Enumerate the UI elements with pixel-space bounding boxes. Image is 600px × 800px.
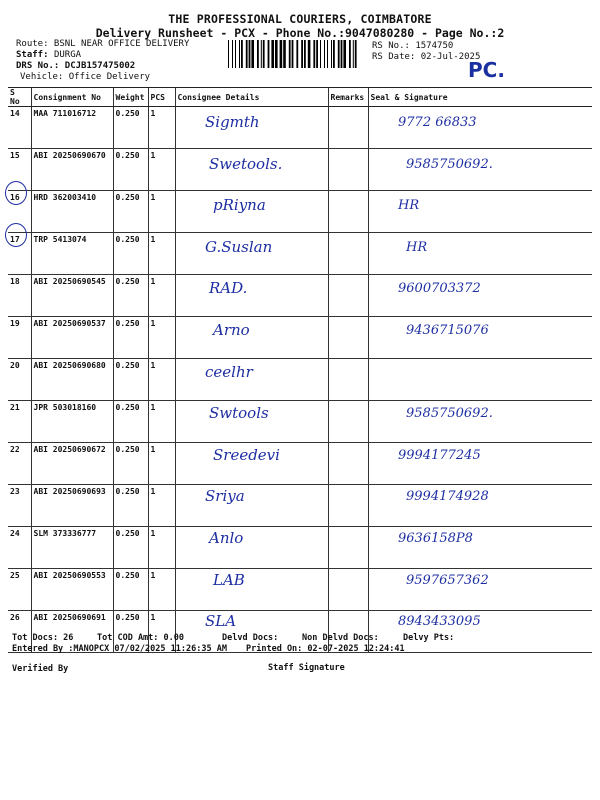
barcode-bar	[239, 40, 240, 68]
cell-pcs: 1	[148, 359, 175, 401]
consignee-handwriting: Sreedevi	[213, 445, 280, 464]
barcode-bar	[331, 40, 332, 68]
cell-remarks	[328, 485, 368, 527]
signature-handwriting: 9585750692.	[406, 156, 493, 172]
cell-weight: 0.250	[113, 191, 148, 233]
cell-weight: 0.250	[113, 401, 148, 443]
cell-remarks	[328, 527, 368, 569]
table-row	[8, 401, 592, 443]
consignee-handwriting: Anlo	[209, 529, 244, 547]
barcode-bar	[263, 40, 265, 68]
cell-sno: 20	[8, 359, 31, 401]
cell-weight: 0.250	[113, 233, 148, 275]
cell-pcs: 1	[148, 275, 175, 317]
cell-remarks	[328, 401, 368, 443]
cell-sno: 25	[8, 569, 31, 611]
delvy-pts: Delvy Pts:	[403, 633, 455, 643]
cell-consignment: ABI 20250690553	[31, 569, 113, 611]
cell-pcs: 1	[148, 317, 175, 359]
barcode-bar	[249, 40, 251, 68]
table-row	[8, 275, 592, 317]
cell-consignee	[175, 275, 328, 317]
runsheet-subtitle: Delivery Runsheet - PCX - Phone No.:9047080280 - Page No.:2	[95, 26, 505, 40]
cell-consignee	[175, 527, 328, 569]
barcode-bar	[341, 40, 343, 68]
table-row	[8, 443, 592, 485]
consignee-handwriting: Swtools	[209, 404, 269, 423]
cell-consignment: JPR 503018160	[31, 401, 113, 443]
cell-sno: 21	[8, 401, 31, 443]
col-pcs: PCS	[148, 88, 175, 107]
cell-consignment: ABI 20250690680	[31, 359, 113, 401]
table-row	[8, 359, 592, 401]
cell-sno: 19	[8, 317, 31, 359]
drs-value: DCJB157475002	[64, 61, 136, 71]
consignee-handwriting: SLA	[205, 612, 237, 631]
cell-sno: 14	[8, 107, 31, 149]
entered-by: Entered By :MANOPCX 07/02/2025 11:26:35 AM	[12, 644, 227, 654]
cell-consignment: ABI 20250690672	[31, 443, 113, 485]
verified-by: Verified By	[12, 664, 69, 674]
drs-line	[16, 61, 135, 71]
signature-handwriting: 8943433095	[398, 614, 481, 630]
circle-mark-17	[5, 223, 27, 247]
cell-consignee	[175, 317, 328, 359]
cell-sno: 22	[8, 443, 31, 485]
staff-label: Staff:	[16, 50, 49, 60]
barcode-bar	[308, 40, 311, 68]
signature-handwriting: 9772 66833	[398, 115, 477, 130]
company-title: THE PROFESSIONAL COURIERS, COIMBATORE	[168, 12, 432, 26]
cell-pcs: 1	[148, 443, 175, 485]
table-row	[8, 485, 592, 527]
cell-pcs: 1	[148, 233, 175, 275]
barcode-bar	[275, 40, 278, 68]
rs-number: RS No.: 1574750	[372, 41, 454, 51]
staff-signature: Staff Signature	[268, 663, 345, 673]
signature-handwriting: HR	[398, 198, 420, 214]
table-row	[8, 569, 592, 611]
cell-weight: 0.250	[113, 611, 148, 653]
barcode-bar	[241, 40, 243, 68]
staff-value: DURGA	[53, 50, 82, 60]
circle-mark-16	[5, 181, 27, 205]
barcode-bar	[280, 40, 283, 68]
cell-consignment: ABI 20250690537	[31, 317, 113, 359]
cell-consignment: ABI 20250690670	[31, 149, 113, 191]
cell-consignment: SLM 373336777	[31, 527, 113, 569]
cell-remarks	[328, 275, 368, 317]
signature-handwriting: 9585750692.	[406, 406, 493, 422]
consignee-handwriting: Sigmth	[205, 113, 260, 131]
cell-consignment: ABI 20250690691	[31, 611, 113, 653]
cell-remarks	[328, 191, 368, 233]
cell-weight: 0.250	[113, 107, 148, 149]
col-seal-signature: Seal & Signature	[368, 88, 592, 107]
cell-pcs: 1	[148, 107, 175, 149]
barcode-bar	[228, 40, 229, 68]
non-delvd-docs: Non Delvd Docs:	[302, 633, 379, 643]
cell-sno: 23	[8, 485, 31, 527]
cell-pcs: 1	[148, 401, 175, 443]
table-row	[8, 233, 592, 275]
cell-remarks	[328, 233, 368, 275]
barcode-bar	[289, 40, 291, 68]
staff-line	[16, 50, 81, 60]
drs-label: DRS No.:	[16, 61, 60, 71]
table-row	[8, 317, 592, 359]
cell-remarks	[328, 443, 368, 485]
cell-pcs: 1	[148, 569, 175, 611]
cell-weight: 0.250	[113, 149, 148, 191]
signature-handwriting: 9600703372	[398, 281, 481, 297]
cell-remarks	[328, 359, 368, 401]
col-remarks: Remarks	[328, 88, 368, 107]
table-row	[8, 191, 592, 233]
barcode-bar	[261, 40, 262, 68]
signature-handwriting: 9994177245	[398, 447, 481, 463]
cell-consignment: MAA 711016712	[31, 107, 113, 149]
cell-weight: 0.250	[113, 443, 148, 485]
cell-weight: 0.250	[113, 317, 148, 359]
cell-sno: 26	[8, 611, 31, 653]
barcode-bar	[257, 40, 259, 68]
cell-weight: 0.250	[113, 569, 148, 611]
cell-consignee	[175, 569, 328, 611]
consignee-handwriting: Arno	[213, 321, 250, 339]
barcode-bar	[304, 40, 306, 68]
runsheet-table	[8, 87, 592, 653]
barcode-bar	[232, 40, 233, 68]
cell-consignee	[175, 485, 328, 527]
barcode-bar	[235, 40, 236, 68]
col-sno: S No	[8, 88, 31, 107]
barcode-bar	[333, 40, 335, 68]
rs-date: RS Date: 02-Jul-2025	[372, 52, 481, 62]
cell-sno: 17	[8, 233, 31, 275]
col-weight: Weight	[113, 88, 148, 107]
consignee-handwriting: G.Suslan	[205, 237, 273, 256]
barcode-bar	[343, 40, 346, 68]
consignee-handwriting: ceelhr	[205, 362, 253, 381]
barcode-bar	[251, 40, 254, 68]
cell-consignment: TRP 5413074	[31, 233, 113, 275]
cell-sno: 16	[8, 191, 31, 233]
delvd-docs: Delvd Docs:	[222, 633, 279, 643]
barcode-bar	[320, 40, 321, 68]
table-header-row	[8, 88, 592, 107]
barcode-bar	[349, 40, 351, 68]
cell-weight: 0.250	[113, 359, 148, 401]
col-consignee: Consignee Details	[175, 88, 328, 107]
barcode-bar	[292, 40, 294, 68]
cell-pcs: 1	[148, 149, 175, 191]
consignee-handwriting: Sriya	[205, 487, 245, 506]
barcode-bar	[301, 40, 303, 68]
barcode-bar	[327, 40, 328, 68]
barcode-bar	[324, 40, 325, 68]
signature-handwriting: 9597657362	[406, 572, 489, 588]
vehicle-text: Vehicle: Office Delivery	[20, 72, 151, 82]
tot-docs: Tot Docs: 26	[12, 633, 74, 643]
cell-signature	[368, 359, 592, 401]
barcode-bar	[283, 40, 286, 68]
signature-handwriting: 9436715076	[406, 323, 489, 338]
signature-handwriting: 9636158P8	[398, 531, 473, 546]
cell-pcs: 1	[148, 191, 175, 233]
cell-remarks	[328, 569, 368, 611]
barcode-bar	[246, 40, 248, 68]
cell-consignment: ABI 20250690693	[31, 485, 113, 527]
cell-sno: 15	[8, 149, 31, 191]
cell-pcs: 1	[148, 527, 175, 569]
table-row	[8, 527, 592, 569]
signature-handwriting: HR	[406, 239, 428, 255]
col-consignment: Consignment No	[31, 88, 113, 107]
consignee-handwriting: pRiyna	[213, 196, 266, 215]
printed-on: Printed On: 02-07-2025 12:24:41	[246, 644, 405, 654]
barcode-bar	[268, 40, 270, 68]
route-text: Route: BSNL NEAR OFFICE DELIVERY	[16, 39, 190, 49]
table-row	[8, 149, 592, 191]
cell-consignment: HRD 362003410	[31, 191, 113, 233]
cell-weight: 0.250	[113, 275, 148, 317]
tot-cod: Tot COD Amt: 0.00	[97, 633, 184, 643]
consignee-handwriting: RAD.	[209, 279, 248, 298]
cell-remarks	[328, 149, 368, 191]
cell-sno: 24	[8, 527, 31, 569]
table-row	[8, 107, 592, 149]
pc-handwritten-mark: PC.	[468, 58, 505, 82]
cell-signature	[368, 233, 592, 275]
cell-pcs: 1	[148, 485, 175, 527]
consignee-handwriting: LAB	[213, 570, 245, 589]
cell-weight: 0.250	[113, 527, 148, 569]
barcode-bar	[355, 40, 357, 68]
barcode-bar	[313, 40, 315, 68]
consignee-handwriting: Swetools.	[209, 154, 283, 173]
cell-sno: 18	[8, 275, 31, 317]
barcode-bar	[353, 40, 354, 68]
barcode-bar	[316, 40, 318, 68]
cell-remarks	[328, 317, 368, 359]
barcode-bar	[296, 40, 298, 68]
cell-pcs: 1	[148, 611, 175, 653]
cell-consignment: ABI 20250690545	[31, 275, 113, 317]
barcode-bar	[338, 40, 340, 68]
cell-weight: 0.250	[113, 485, 148, 527]
barcode-bar	[271, 40, 274, 68]
signature-handwriting: 9994174928	[406, 489, 489, 505]
cell-remarks	[328, 107, 368, 149]
barcode-image	[228, 40, 358, 68]
